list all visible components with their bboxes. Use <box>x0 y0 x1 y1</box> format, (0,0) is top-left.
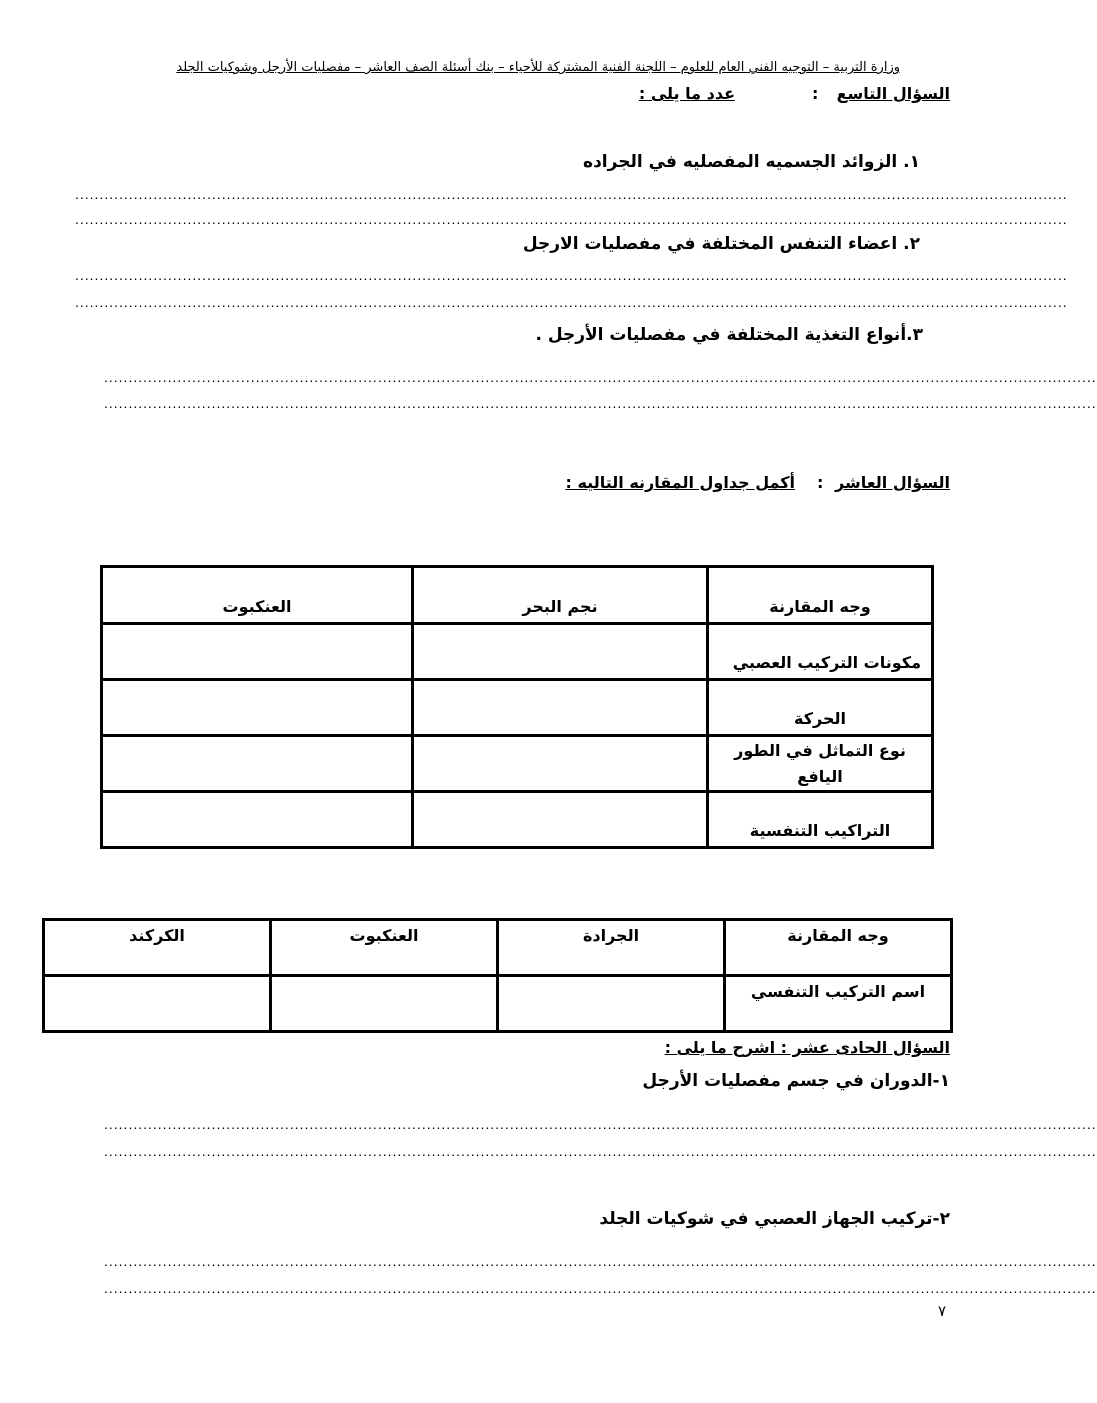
answer-line[interactable]: ........................................................................................................................................................................................................... <box>104 395 1097 411</box>
q11-item-1: ١-الدوران في جسم مفصليات الأرجل <box>642 1071 950 1091</box>
answer-cell[interactable] <box>102 680 413 736</box>
answer-line[interactable]: ........................................................................................................................................................................................................... <box>75 186 1068 202</box>
row-label-cell: اسم التركيب التنفسي <box>725 976 952 1032</box>
table-header-cell: وجه المقارنة <box>725 920 952 976</box>
answer-line[interactable]: ........................................................................................................................................................................................................... <box>104 1253 1097 1269</box>
table-header-cell: الكركند <box>44 920 271 976</box>
q9-item-3: ٣.أنواع التغذية المختلفة في مفصليات الأرجل . <box>535 325 923 345</box>
q9-item-1: ١. الزوائد الجسميه المفصليه في الجراده <box>583 152 920 172</box>
q9-item-2: ٢. اعضاء التنفس المختلفة في مفصليات الارجل <box>522 234 920 254</box>
q10-colon: : <box>817 473 824 492</box>
answer-line[interactable]: ........................................................................................................................................................................................................... <box>104 1116 1097 1132</box>
table-row <box>102 736 933 792</box>
table-header-cell: نجم البحر <box>413 567 708 624</box>
q9-colon: : <box>812 84 819 103</box>
q10-title: السؤال العاشر <box>835 473 950 492</box>
answer-cell[interactable] <box>44 976 271 1032</box>
table-header-row <box>102 567 933 624</box>
answer-cell[interactable] <box>413 680 708 736</box>
answer-line[interactable]: ........................................................................................................................................................................................................... <box>75 267 1068 283</box>
table-header-cell: العنكبوت <box>102 567 413 624</box>
row-label-cell: نوع التماثل في الطور اليافع <box>708 736 933 792</box>
answer-line[interactable]: ........................................................................................................................................................................................................... <box>104 1143 1097 1159</box>
row-label-cell: مكونات التركيب العصبي <box>708 624 933 680</box>
page-number: ٧ <box>938 1302 947 1320</box>
table-header-cell: الجرادة <box>498 920 725 976</box>
q10-instruction: أكمل جداول المقارنه التاليه : <box>565 473 795 492</box>
answer-line[interactable]: ........................................................................................................................................................................................................... <box>104 1280 1097 1296</box>
answer-cell[interactable] <box>413 736 708 792</box>
table-row <box>102 792 933 848</box>
comparison-table-2 <box>42 918 953 1033</box>
answer-cell[interactable] <box>102 736 413 792</box>
table-header-row <box>44 920 952 976</box>
q11-title: السؤال الحادى عشر : اشرح ما يلى : <box>664 1038 950 1057</box>
table-header-cell: وجه المقارنة <box>708 567 933 624</box>
row-label-cell: التراكيب التنفسية <box>708 792 933 848</box>
table-row <box>44 976 952 1032</box>
answer-cell[interactable] <box>102 792 413 848</box>
q9-title: السؤال التاسع <box>836 84 950 103</box>
answer-cell[interactable] <box>271 976 498 1032</box>
table-header-cell: العنكبوت <box>271 920 498 976</box>
answer-cell[interactable] <box>102 624 413 680</box>
row-label-cell: الحركة <box>708 680 933 736</box>
answer-cell[interactable] <box>413 624 708 680</box>
table-row <box>102 624 933 680</box>
page-header: وزارة التربية – التوجيه الفني العام للعلوم – اللجنة الفنية المشتركة للأحياء – بنك أسئلة الصف العاشر – مفصليات الأرجل وشوكيات الجلد <box>176 60 900 75</box>
answer-line[interactable]: ........................................................................................................................................................................................................... <box>104 369 1097 385</box>
q9-instruction: عدد ما يلى : <box>638 84 735 103</box>
comparison-table-1 <box>100 565 934 849</box>
answer-cell[interactable] <box>498 976 725 1032</box>
answer-line[interactable]: ........................................................................................................................................................................................................... <box>75 211 1068 227</box>
answer-cell[interactable] <box>413 792 708 848</box>
answer-line[interactable]: ........................................................................................................................................................................................................... <box>75 294 1068 310</box>
table-row <box>102 680 933 736</box>
q11-item-2: ٢-تركيب الجهاز العصبي في شوكيات الجلد <box>599 1209 950 1229</box>
